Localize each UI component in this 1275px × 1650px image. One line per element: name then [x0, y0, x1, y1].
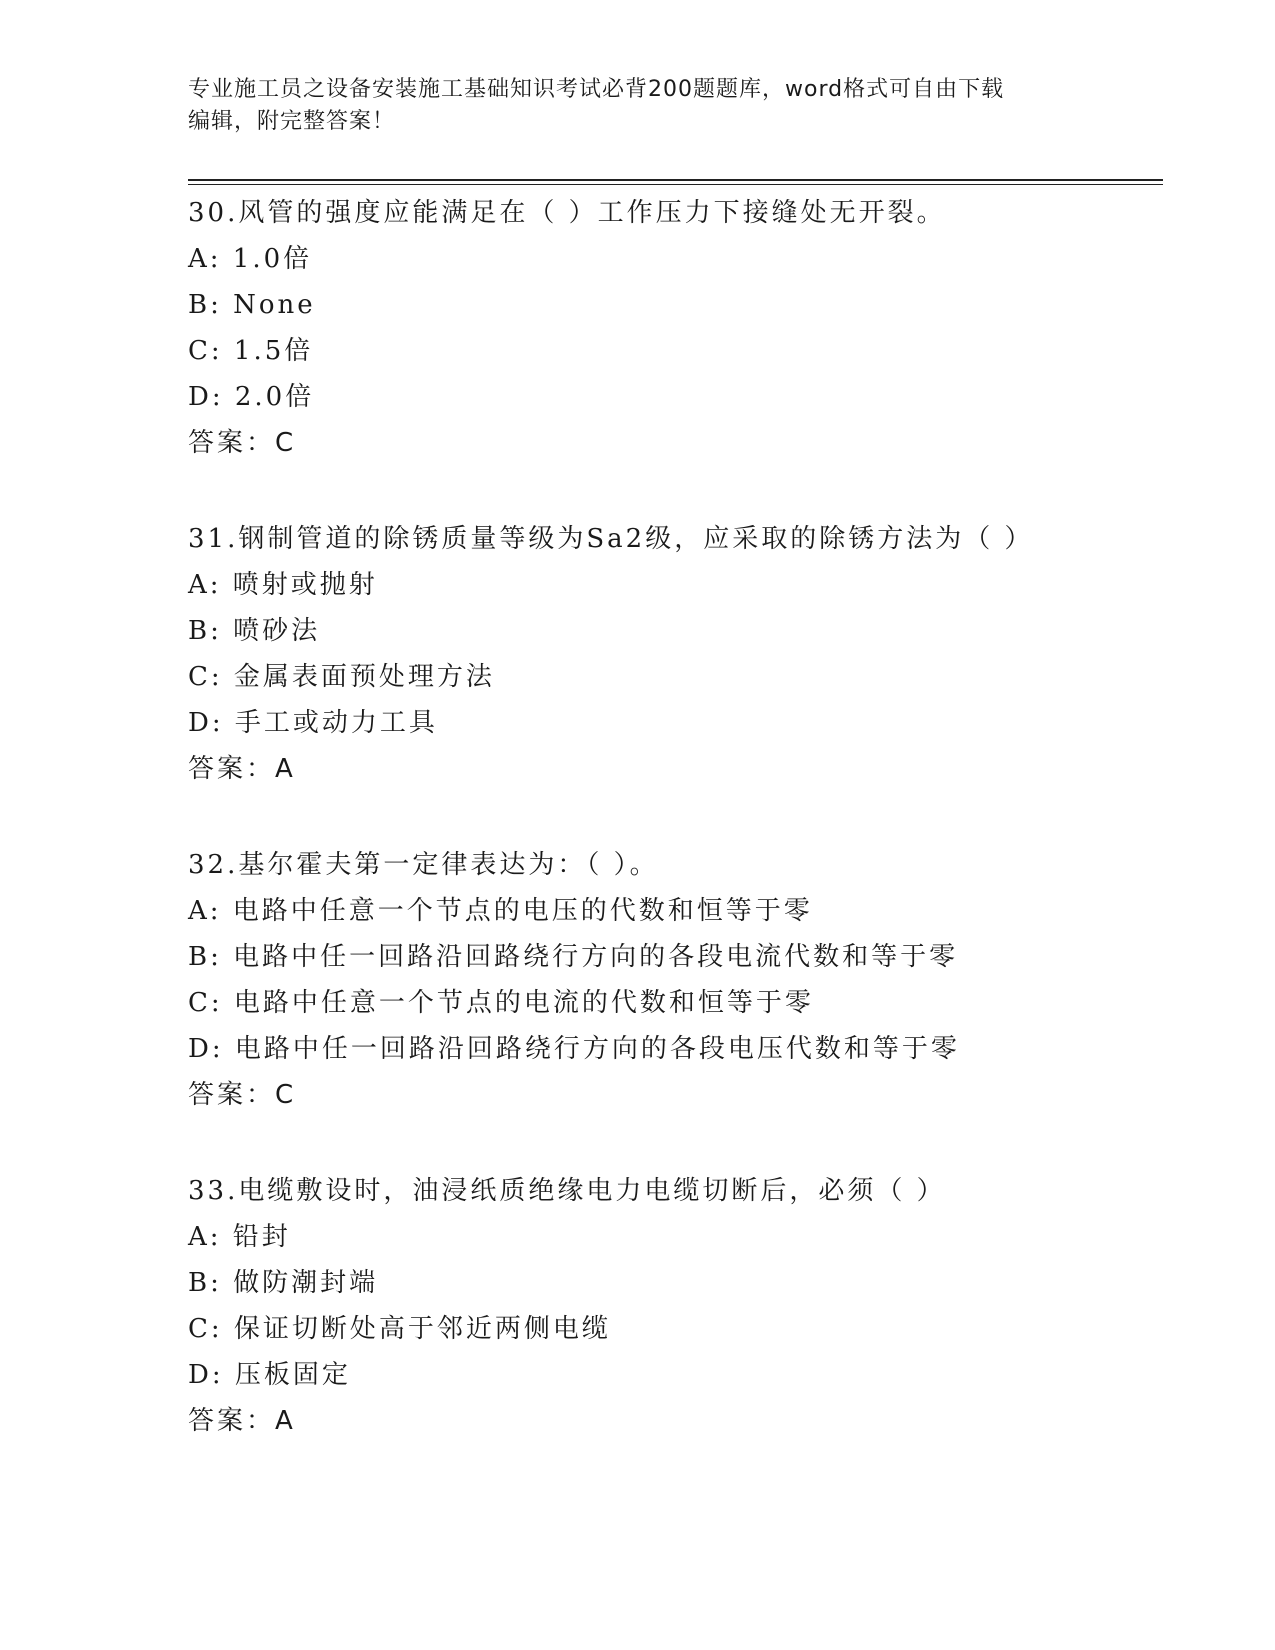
question-stem: 31.钢制管道的除锈质量等级为Sa2级，应采取的除锈方法为（ ）: [188, 524, 1034, 554]
option-d: D: 压板固定: [188, 1360, 351, 1390]
option-b: B: 喷砂法: [188, 616, 321, 646]
question-stem: 32.基尔霍夫第一定律表达为：（ ）。: [188, 850, 659, 880]
option-c: C: 保证切断处高于邻近两侧电缆: [188, 1314, 611, 1344]
header-rule-thin: [188, 184, 1163, 185]
answer-line: 答案：A: [188, 1406, 296, 1436]
answer-line: 答案：C: [188, 1080, 297, 1110]
option-a: A: 1.0倍: [188, 244, 313, 274]
document-header: [188, 74, 1088, 138]
option-a: A: 电路中任意一个节点的电压的代数和恒等于零: [188, 896, 813, 926]
option-d: D: 手工或动力工具: [188, 708, 438, 738]
answer-line: 答案：A: [188, 754, 296, 784]
option-d: D: 电路中任一回路沿回路绕行方向的各段电压代数和等于零: [188, 1034, 960, 1064]
question-stem: 33.电缆敷设时，油浸纸质绝缘电力电缆切断后，必须（ ）: [188, 1176, 946, 1206]
question-stem: 30.风管的强度应能满足在（ ）工作压力下接缝处无开裂。: [188, 198, 946, 228]
option-c: C: 1.5倍: [188, 336, 314, 366]
header-line-1: 专业施工员之设备安装施工基础知识考试必背200题题库，word格式可自由下载: [188, 77, 1005, 102]
option-b: B: 电路中任一回路沿回路绕行方向的各段电流代数和等于零: [188, 942, 959, 972]
option-b: B: 做防潮封端: [188, 1268, 379, 1298]
option-c: C: 电路中任意一个节点的电流的代数和恒等于零: [188, 988, 814, 1018]
question-31: [188, 516, 1163, 792]
question-list: [188, 190, 1163, 1494]
question-30: [188, 190, 1163, 466]
option-a: A: 喷射或抛射: [188, 570, 378, 600]
option-d: D: 2.0倍: [188, 382, 315, 412]
header-line-2: 编辑，附完整答案！: [188, 109, 396, 134]
option-b: B: None: [188, 290, 316, 320]
question-33: [188, 1168, 1163, 1444]
option-a: A: 铅封: [188, 1222, 291, 1252]
answer-line: 答案：C: [188, 428, 297, 458]
header-rule-thick: [188, 179, 1163, 181]
option-c: C: 金属表面预处理方法: [188, 662, 495, 692]
question-32: [188, 842, 1163, 1118]
